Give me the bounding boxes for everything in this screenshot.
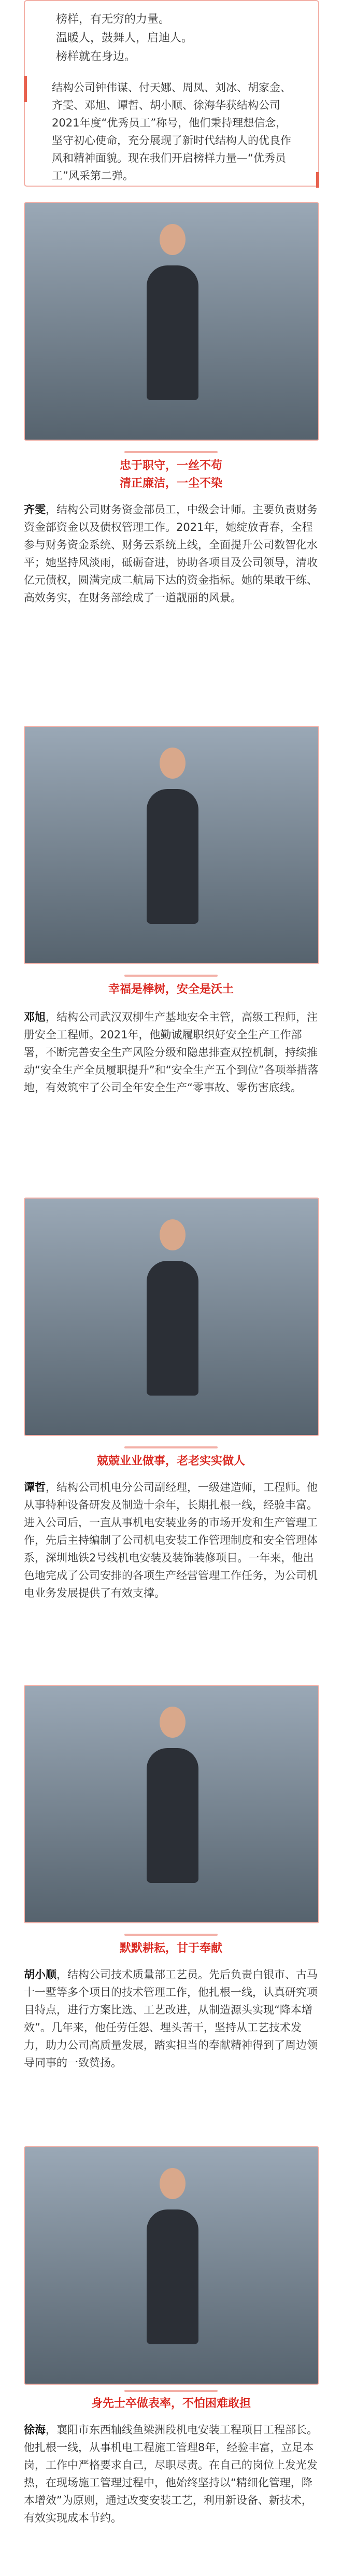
person-caption [0,457,342,492]
person-caption [0,981,342,998]
person-bio [24,1479,319,1602]
person-photo [24,726,319,964]
person-name: 徐海 [24,2424,46,2436]
person-bio [24,1966,319,2072]
caption-divider [124,975,218,977]
person-bio [24,2421,319,2527]
person-bio [24,501,319,607]
intro-text: 结构公司钟伟谋、付天娜、周凤、刘冰、胡家金、齐雯、邓旭、谭哲、胡小顺、徐海华获结构公司2021年度“优秀员工”称号，他们秉持理想信念，坚守初心使命，充分展现了新时代结构人的优良作风和精神面貌。现在我们开启榜样力量—“优秀员工”风采第二弹。 [52,81,291,182]
photo-figure-body [147,2209,198,2344]
person-photo [24,1198,319,1436]
photo-figure-head [160,2168,186,2199]
poem-line: 温暖人，鼓舞人，启迪人。 [56,32,193,45]
poem-line: 榜样，有无穷的力量。 [56,13,170,26]
photo-figure-body [147,1748,198,1883]
caption-line: 幸福是棒树，安全是沃土 [108,983,234,996]
person-caption [0,1940,342,1958]
person-text: ，结构公司技术质量部工艺员。先后负责白银市、古马十一墅等多个项目的技术管理工作，他扎根一线，认真研究项目特点，进行方案比选、工艺改进，从制造源头实现“降本增效”。几年来，他任劳任怨、埋头苦干，坚持从工艺技术发力，助力公司高质量发展，踏实担当的奉献精神得到了周边领导同事的一致赞扬。 [24,1968,318,2069]
person-text: ，襄阳市东西轴线鱼梁洲段机电安装工程项目工程部长。他扎根一线，从事机电工程施工管理8年，经验丰富，立足本岗，工作中严格要求自己，尽职尽责。在自己的岗位上发光发热，在现场施工管理过程中，他始终坚持以“精细化管理，降本增效”为原则，通过改变安装工艺，利用新设备、新技术，有效实现成本节约。 [24,2424,318,2524]
person-text: ，结构公司机电分公司副经理，一级建造师，工程师。他从事特种设备研发及制造十余年，长期扎根一线，经验丰富。进入公司后，一直从事机电安装业务的市场开发和生产管理工作，先后主持编制了公司机电安装工作管理制度和安全管理体系，深圳地铁2号线机电安装及装饰装修项目。一年来，他出色地完成了公司安排的各项生产经营管理工作任务，为公司机电业务发展提供了有效支撑。 [24,1481,318,1599]
caption-line: 忠于职守，一丝不苟 [119,459,222,472]
caption-divider [124,451,218,453]
person-photo [24,202,319,441]
person-caption [0,2395,342,2413]
person-photo [24,1685,319,1923]
caption-divider [124,1934,218,1936]
caption-line: 默默耕耘，甘于奉献 [119,1942,222,1955]
person-text: ，结构公司财务资金部员工，中级会计师。主要负责财务资金部资金以及债权管理工作。2021年，她绽放青春，全程参与财务资金系统、财务云系统上线，全面提升公司数智化水平；她坚持风淡雨，砥砺奋进，协助各项目及公司领导，清收亿元债权，圆满完成二航局下达的资金指标。她的果敢干练、高效务实，在财务部绘成了一道靓丽的风景。 [24,503,318,604]
person-caption [0,1453,342,1470]
caption-line: 身先士卒做表率，不怕困难敢担 [91,2397,251,2410]
person-name: 齐雯 [24,503,46,516]
card-accent-right [316,172,319,188]
photo-figure-body [147,265,198,400]
photo-figure-head [160,748,186,779]
person-photo [24,2146,319,2385]
person-text: ，结构公司武汉双柳生产基地安全主管，高级工程师，注册安全工程师。2021年，他勤诚履职织好安全生产工作部署，不断完善安全生产风险分级和隐患排查双控机制，持续推动“安全生产全员履职提升”和“安全生产五个到位”各项举措落地，有效筑牢了公司全年安全生产“零事故、零伤害底线。 [24,1011,319,1094]
poem-line: 榜样就在身边。 [56,50,136,63]
photo-figure-body [147,789,198,924]
caption-divider [124,2390,218,2392]
photo-figure-head [160,1707,186,1738]
photo-figure-head [160,1219,186,1250]
person-bio [24,1008,319,1096]
intro-poem [56,10,305,66]
card-accent-left [24,76,27,102]
caption-line: 清正廉洁，一尘不染 [119,477,222,490]
intro-card [24,0,319,187]
person-name: 谭哲 [24,1481,46,1494]
person-name: 邓旭 [24,1011,46,1023]
photo-figure-head [160,224,186,255]
photo-figure-body [147,1261,198,1396]
person-name: 胡小顺 [24,1968,56,1981]
caption-divider [124,1446,218,1448]
caption-line: 兢兢业业做事，老老实实做人 [96,1455,245,1468]
